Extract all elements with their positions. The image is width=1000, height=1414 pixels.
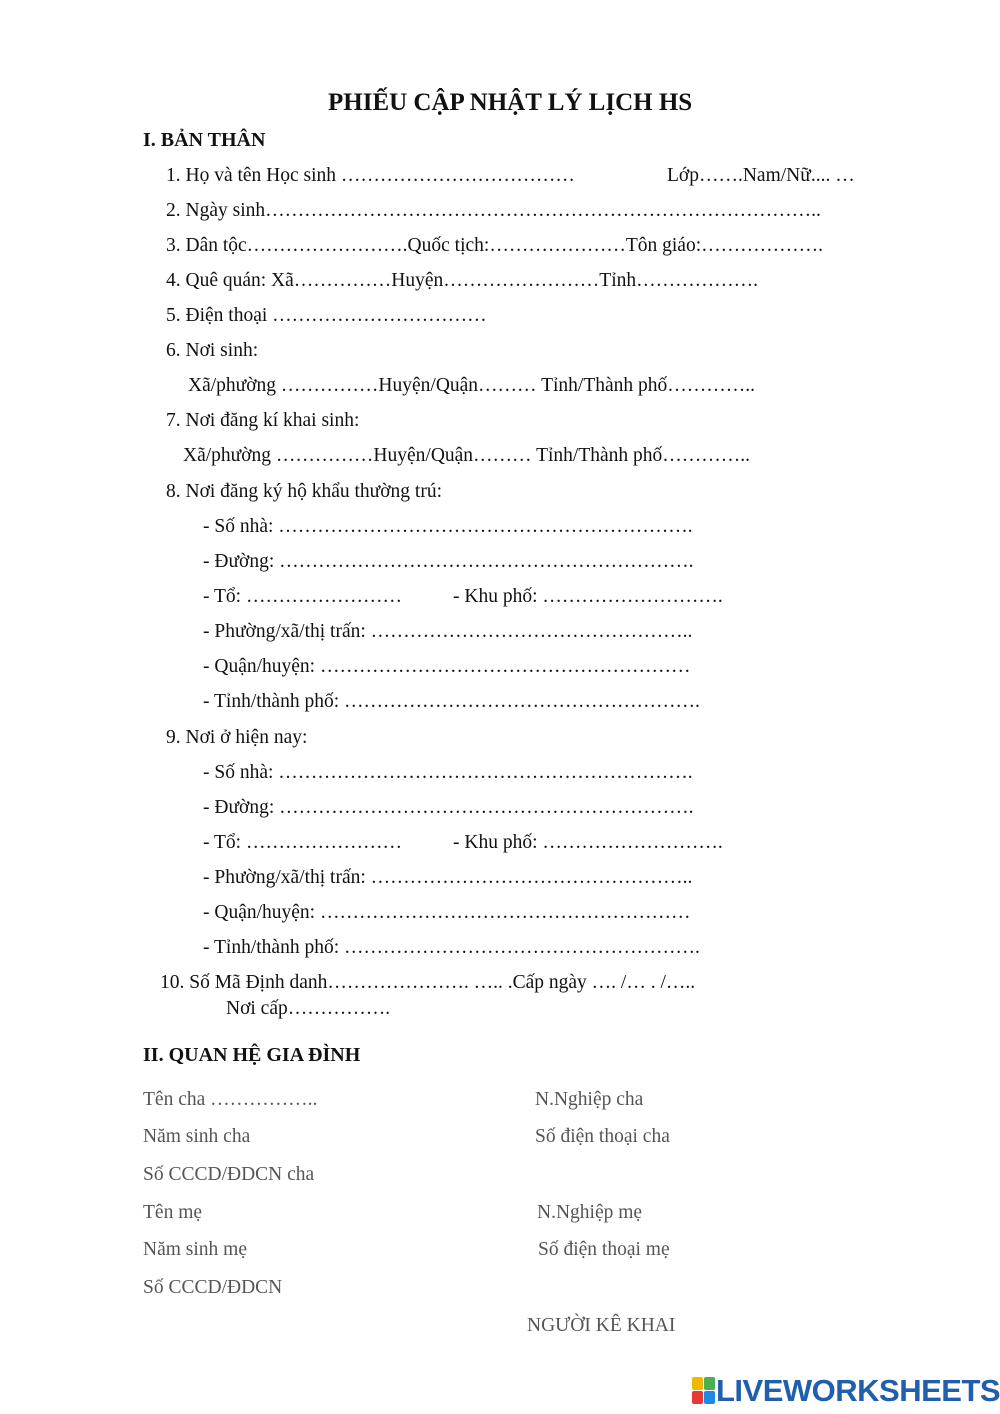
father-id-card: Số CCCD/ĐDCN cha bbox=[143, 1164, 315, 1185]
item-2-birthdate: 2. Ngày sinh………………………………………………………………………….. bbox=[166, 200, 821, 221]
item-8-ward: - Phường/xã/thị trấn: ………………………………………….. bbox=[203, 621, 693, 642]
item-8-quarter: - Khu phố: ………………………. bbox=[453, 586, 723, 607]
item-9-ward: - Phường/xã/thị trấn: ………………………………………….. bbox=[203, 867, 693, 888]
item-9-group: - Tổ: …………………… bbox=[203, 832, 402, 853]
item-5-phone: 5. Điện thoại …………………………… bbox=[166, 305, 487, 326]
mother-id-card: Số CCCD/ĐDCN bbox=[143, 1277, 283, 1298]
item-8-district: - Quận/huyện: ………………………………………………… bbox=[203, 656, 691, 677]
item-7-birth-registration-detail: Xã/phường ……………Huyện/Quận……… Tỉnh/Thành phố………….. bbox=[183, 445, 751, 466]
father-phone: Số điện thoại cha bbox=[535, 1126, 670, 1147]
item-8-province: - Tỉnh/thành phố: ………………………………………………. bbox=[203, 691, 700, 712]
item-6-birthplace: 6. Nơi sinh: bbox=[166, 340, 259, 361]
item-7-birth-registration: 7. Nơi đăng kí khai sinh: bbox=[166, 410, 360, 431]
item-10-issued-place: Nơi cấp……………. bbox=[226, 998, 391, 1019]
mother-birth-year: Năm sinh mẹ bbox=[143, 1239, 247, 1260]
item-1-class-gender: Lớp…….Nam/Nữ.... … bbox=[667, 165, 855, 186]
item-6-birthplace-detail: Xã/phường ……………Huyện/Quận……… Tỉnh/Thành phố………….. bbox=[188, 375, 756, 396]
father-birth-year: Năm sinh cha bbox=[143, 1126, 251, 1147]
item-9-district: - Quận/huyện: ………………………………………………… bbox=[203, 902, 691, 923]
item-8-group: - Tổ: …………………… bbox=[203, 586, 402, 607]
section-1-heading: I. BẢN THÂN bbox=[143, 129, 266, 151]
item-4-hometown: 4. Quê quán: Xã……………Huyện……………………Tỉnh………………. bbox=[166, 270, 758, 291]
mother-occupation: N.Nghiệp mẹ bbox=[537, 1202, 643, 1223]
section-2-heading: II. QUAN HỆ GIA ĐÌNH bbox=[143, 1044, 361, 1066]
liveworksheets-logo-text: LIVEWORKSHEETS bbox=[716, 1372, 1000, 1408]
item-1-fullname: 1. Họ và tên Học sinh ……………………………… bbox=[166, 165, 575, 186]
item-8-street: - Đường: ………………………………………………………. bbox=[203, 551, 694, 572]
item-9-house-number: - Số nhà: ………………………………………………………. bbox=[203, 762, 693, 783]
page-title: PHIẾU CẬP NHẬT LÝ LỊCH HS bbox=[328, 89, 693, 116]
liveworksheets-logo-icon bbox=[692, 1377, 714, 1403]
item-3-ethnicity: 3. Dân tộc…………………….Quốc tịch:…………………Tôn giáo:………………. bbox=[166, 235, 823, 256]
item-9-current-residence: 9. Nơi ở hiện nay: bbox=[166, 727, 308, 748]
liveworksheets-logo[interactable] bbox=[692, 1374, 1000, 1406]
declarant-label: NGƯỜI KÊ KHAI bbox=[527, 1315, 676, 1336]
father-name: Tên cha …………….. bbox=[143, 1089, 318, 1110]
item-9-quarter: - Khu phố: ………………………. bbox=[453, 832, 723, 853]
item-10-id-number: 10. Số Mã Định danh…………………. ….. .Cấp ngày …. /… . /….. bbox=[160, 972, 696, 993]
item-9-street: - Đường: ………………………………………………………. bbox=[203, 797, 694, 818]
item-9-province: - Tỉnh/thành phố: ………………………………………………. bbox=[203, 937, 700, 958]
father-occupation: N.Nghiệp cha bbox=[535, 1089, 644, 1110]
item-8-permanent-residence: 8. Nơi đăng ký hộ khẩu thường trú: bbox=[166, 481, 442, 502]
mother-name: Tên mẹ bbox=[143, 1202, 203, 1223]
item-8-house-number: - Số nhà: ………………………………………………………. bbox=[203, 516, 693, 537]
mother-phone: Số điện thoại mẹ bbox=[538, 1239, 670, 1260]
